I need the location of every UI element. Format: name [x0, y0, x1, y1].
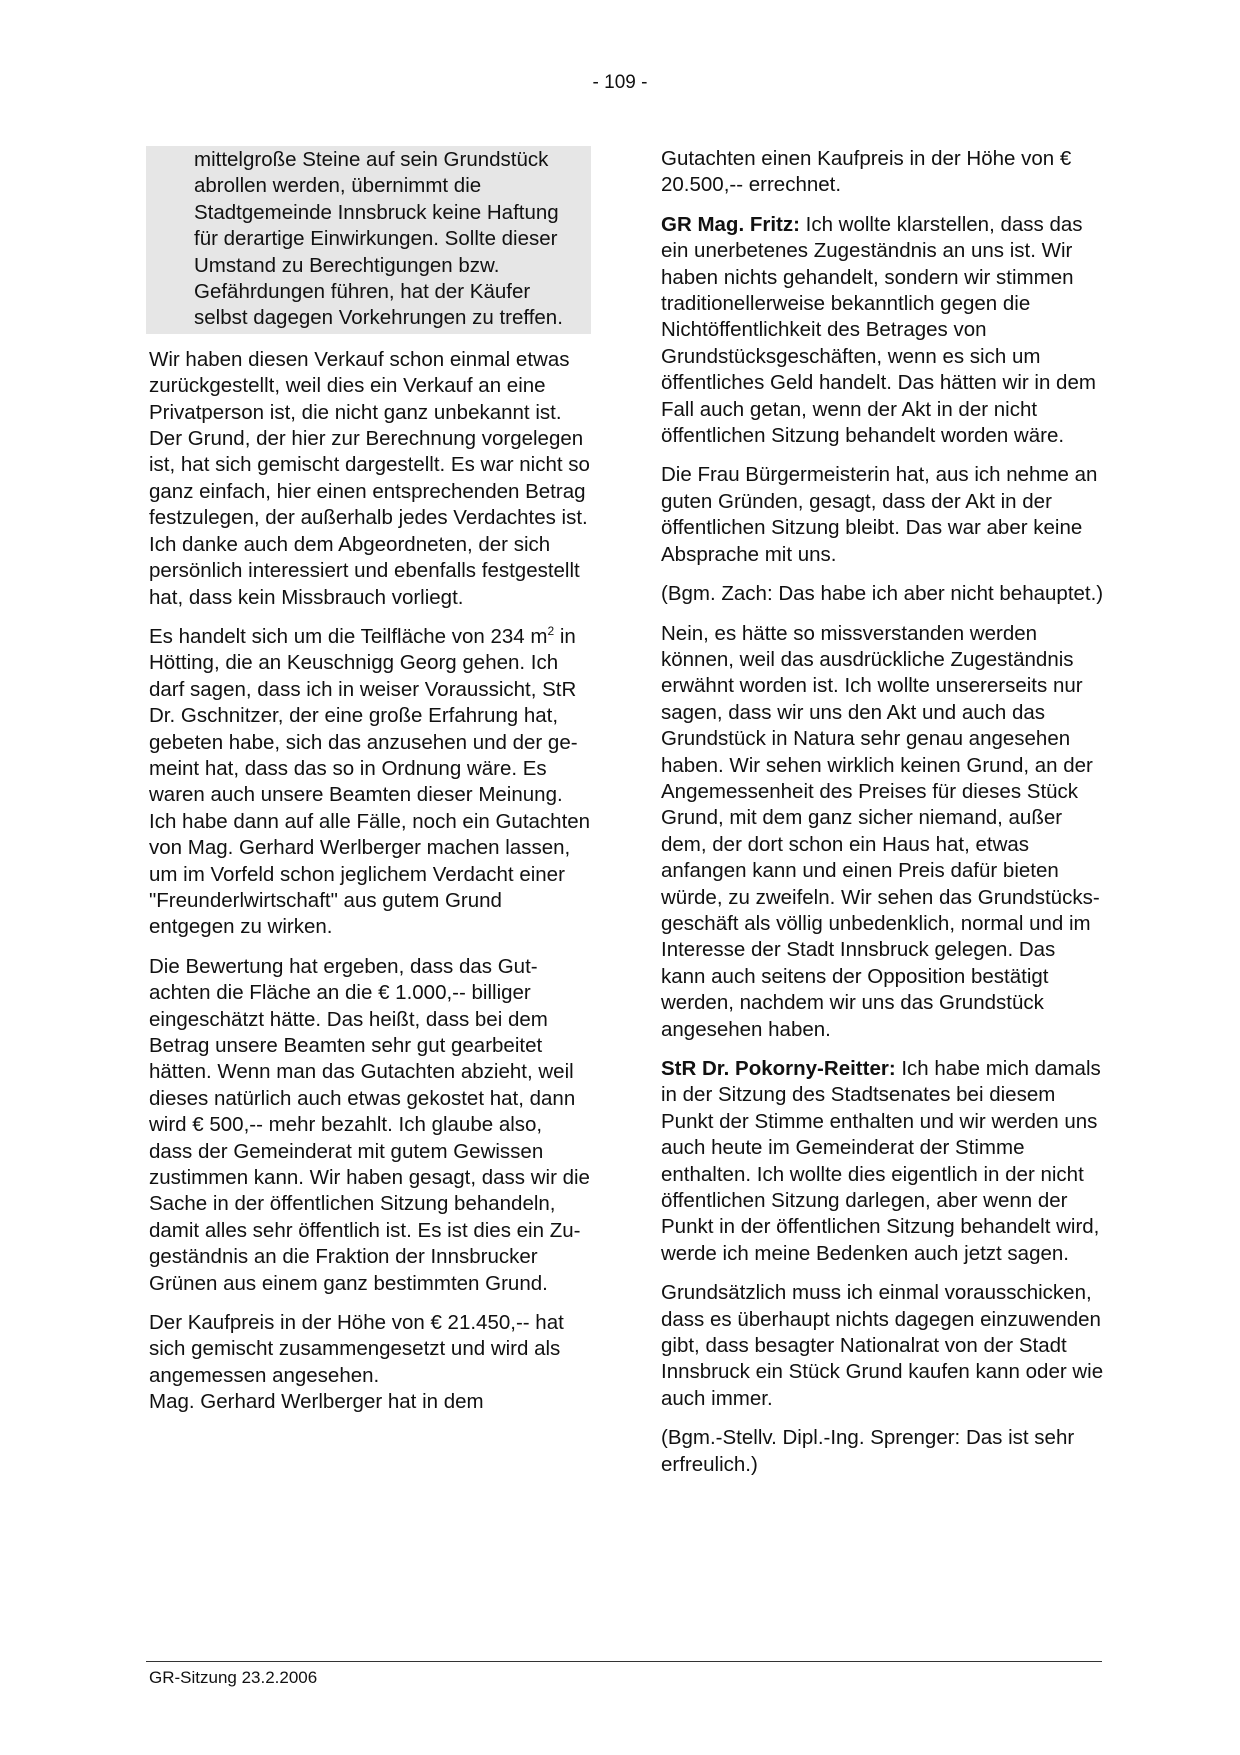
page-number: - 109 -: [592, 72, 648, 93]
paragraph-line: Der Kaufpreis in der Höhe von € 21.450,-- hat sich gemischt zusammengesetzt und wird als angemessen angesehen.: [149, 1311, 564, 1387]
quoted-contract-clause: mittelgroße Steine auf sein Grundstück abrollen werden, übernimmt die Stadtgemeinde Innsbruck keine Haftung für derartige Einwirkungen. Sollte dieser Umstand zu Berechtigungen bzw. Gefährdungen führen, hat der Käufer selbst dagegen Vorkehrungen zu treffen.: [146, 146, 591, 334]
speaker-name: StR Dr. Pokorny-Reitter:: [661, 1057, 896, 1080]
paragraph: [149, 624, 591, 941]
left-column: [146, 146, 591, 1429]
paragraph: Die Frau Bürgermeisterin hat, aus ich nehme an guten Gründen, gesagt, dass der Akt in der öffentlichen Sitzung bleibt. Das war aber keine Absprache mit uns.: [661, 463, 1098, 566]
footer-divider: [146, 1661, 1102, 1662]
interjection: (Bgm.-Stellv. Dipl.-Ing. Sprenger: Das ist sehr erfreulich.): [661, 1426, 1075, 1476]
paragraph: Nein, es hätte so missverstanden werden können, weil das ausdrückliche Zugeständnis erwähnt worden ist. Ich wollte unsererseits nur sagen, dass wir uns den Akt und auch das Grundstück in Natura sehr genau angesehen haben. Wir sehen wirklich keinen Grund, an der Angemessenheit des Preises für dieses Stück Grund, mit dem ganz sicher niemand, außer dem, der dort schon ein Haus hat, etwas anfangen kann und einen Preis dafür bieten würde, zu zweifeln. Wir sehen das Grundstücksgeschäft als völlig unbedenklich, normal und im Interesse der Stadt Innsbruck gelegen. Das kann auch seitens der Opposition bestätigt werden, nachdem wir uns das Grundstück angesehen haben.: [661, 621, 1100, 1041]
footer-session-date: GR-Sitzung 23.2.2006: [149, 1668, 318, 1687]
paragraph: Gutachten einen Kaufpreis in der Höhe von € 20.500,-- errechnet.: [661, 147, 1072, 197]
paragraph: Grundsätzlich muss ich einmal vorausschicken, dass es überhaupt nichts dagegen einzuwenden gibt, dass besagter Nationalrat von der Stadt Innsbruck ein Stück Grund kaufen kann oder wie auch immer.: [661, 1281, 1104, 1410]
paragraph-text: in Hötting, die an Keuschnigg Georg gehen. Ich darf sagen, dass ich in weiser Voraussicht, StR Dr. Gschnitzer, der eine große Erfahrung hat, gebeten habe, sich das anzusehen und der gemeint hat, dass das so in Ordnung wäre. Es waren auch unsere Beamten dieser Meinung. Ich habe dann auf alle Fälle, noch ein Gutachten von Mag. Gerhard Werlberger machen lassen, um im Vorfeld schon jeglichem Verdacht einer "Freunderlwirtschaft" aus gutem Grund entgegen zu wirken.: [149, 624, 591, 939]
paragraph-text: Ich wollte klarstellen, dass das ein unerbetenes Zugeständnis an uns ist. Wir haben nichts gehandelt, sondern wir stimmen traditionellerweise bekanntlich gegen die Nichtöffentlichkeit des Betrages von Grundstücksgeschäften, wenn es sich um öffentliches Geld handelt. Das hätten wir in dem Fall auch getan, wenn der Akt in der nicht öffentlichen Sitzung behandelt worden wäre.: [661, 212, 1096, 448]
paragraph: Wir haben diesen Verkauf schon einmal etwas zurückgestellt, weil dies ein Verkauf an eine Privatperson ist, die nicht ganz unbekannt ist. Der Grund, der hier zur Berechnung vorgelegen ist, hat sich gemischt dargestellt. Es war nicht so ganz einfach, hier einen entsprechenden Betrag festzulegen, der außerhalb jedes Verdachtes ist. Ich danke auch dem Abgeordneten, der sich persönlich interessiert und ebenfalls festgestellt hat, dass kein Missbrauch vorliegt.: [149, 347, 590, 609]
paragraph: Die Bewertung hat ergeben, dass das Gutachten die Fläche an die € 1.000,-- billiger eingeschätzt hätte. Das heißt, dass bei dem Betrag unsere Beamten sehr gut gearbeitet hätten. Wenn man das Gutachten abzieht, weil dieses natürlich auch etwas gekostet hat, dann wird € 500,-- mehr bezahlt. Ich glaube also, dass der Gemeinderat mit gutem Gewissen zustimmen kann. Wir haben gesagt, dass wir die Sache in der öffentlichen Sitzung behandeln, damit alles sehr öffentlich ist. Es ist dies ein Zugeständnis an die Fraktion der Innsbrucker Grünen aus einem ganz bestimmten Grund.: [149, 954, 590, 1295]
superscript-2: 2: [547, 623, 555, 638]
right-column: [659, 146, 1104, 1491]
paragraph: [661, 212, 1104, 450]
paragraph-line: Mag. Gerhard Werlberger hat in dem: [149, 1390, 484, 1414]
paragraph-text: Es handelt sich um die Teilfläche von 234 m: [149, 624, 548, 648]
paragraph: [149, 1310, 591, 1416]
interjection: (Bgm. Zach: Das habe ich aber nicht behauptet.): [661, 582, 1104, 606]
paragraph: [661, 1056, 1104, 1267]
paragraph-text: Ich habe mich damals in der Sitzung des Stadtsenates bei diesem Punkt der Stimme enthalten und wir werden uns auch heute im Gemeinderat der Stimme enthalten. Ich wollte dies eigentlich in der nicht öffentlichen Sitzung darlegen, aber wenn der Punkt in der öffentlichen Sitzung behandelt wird, werde ich meine Bedenken auch jetzt sagen.: [661, 1057, 1101, 1265]
speaker-name: GR Mag. Fritz:: [661, 212, 800, 236]
